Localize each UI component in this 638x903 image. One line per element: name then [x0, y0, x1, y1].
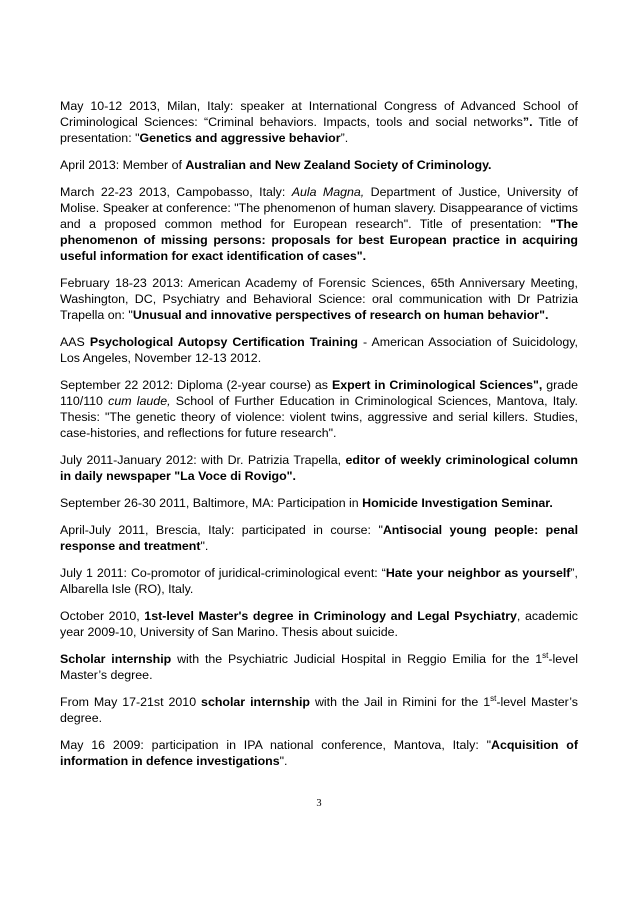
text-run: ".: [200, 539, 209, 553]
bold-text: Acquisition of information in defence investigations: [60, 738, 578, 768]
bold-text: Hate your neighbor as yourself: [385, 566, 571, 580]
bold-text: editor of weekly criminological column in daily newspaper "La Voce di Rovigo".: [60, 453, 578, 483]
italic-text: cum laude,: [108, 394, 171, 408]
cv-entry: [60, 737, 578, 769]
cv-entry: [60, 608, 578, 640]
text-run: October 2010,: [60, 609, 145, 623]
bold-text: Genetics and aggressive behavior: [139, 131, 341, 145]
page-number: 3: [316, 798, 322, 809]
cv-entry: [60, 184, 578, 264]
cv-entry: [60, 377, 578, 441]
bold-text: Homicide Investigation Seminar.: [362, 496, 553, 510]
text-run: From May 17-21st 2010: [60, 695, 202, 709]
cv-entry: [60, 275, 578, 323]
text-run: Department of Justice, University of Molise. Speaker at conference: "The phenomenon of human slavery. Disappearance of victims and a proposed common method for European research". Title of presentation:: [60, 185, 578, 231]
text-run: ".: [279, 754, 288, 768]
bold-text: Unusual and innovative perspectives of research on human behavior".: [132, 308, 549, 322]
text-run: , academic year 2009-10, University of San Marino. Thesis about suicide.: [60, 609, 579, 639]
text-run: September 22 2012: Diploma (2-year course) as: [60, 378, 332, 392]
text-run: -level Master’s degree.: [60, 652, 578, 682]
cv-entry: [60, 522, 578, 554]
cv-entry: [60, 651, 578, 683]
text-run: AAS: [60, 335, 90, 349]
text-run: April-July 2011, Brescia, Italy: participated in course: ": [60, 523, 383, 537]
bold-text: Scholar internship: [60, 652, 172, 666]
bold-text: Expert in Criminological Sciences",: [331, 378, 543, 392]
cv-entry: [60, 452, 578, 484]
text-run: with the Psychiatric Judicial Hospital in Reggio Emilia for the 1: [171, 652, 543, 666]
text-run: with the Jail in Rimini for the 1: [309, 695, 491, 709]
text-run: May 10-12 2013, Milan, Italy: speaker at International Congress of Advanced School of Criminological Sciences: “Criminal behaviors. Impacts, tools and social networks: [60, 99, 578, 129]
cv-entry: [60, 157, 578, 173]
bold-text: "The phenomenon of missing persons: proposals for best European practice in acquiring useful information for exact identification of cases".: [60, 217, 578, 263]
text-run: ”, Albarella Isle (RO), Italy.: [60, 566, 578, 596]
superscript-text: st: [542, 650, 549, 660]
cv-entry: [60, 495, 578, 511]
text-run: - American Association of Suicidology, Los Angeles, November 12-13 2012.: [60, 335, 578, 365]
text-run: September 26-30 2011, Baltimore, MA: Participation in: [60, 496, 363, 510]
italic-text: Aula Magna,: [291, 185, 365, 199]
text-run: March 22-23 2013, Campobasso, Italy:: [60, 185, 292, 199]
cv-entry: [60, 694, 578, 726]
bold-text: scholar internship: [201, 695, 310, 709]
text-run: Title of presentation: ": [60, 115, 578, 145]
text-run: grade 110/110: [60, 378, 578, 408]
cv-entry: [60, 98, 578, 146]
bold-text: 1st-level Master's degree in Criminology and Legal Psychiatry: [144, 609, 517, 623]
text-run: July 1 2011: Co-promotor of juridical-criminological event: “: [60, 566, 386, 580]
superscript-text: st: [490, 693, 497, 703]
bold-text: Australian and New Zealand Society of Criminology.: [185, 158, 492, 172]
cv-entries: [60, 98, 578, 780]
text-run: ”.: [340, 131, 349, 145]
cv-entry: [60, 565, 578, 597]
bold-text: Psychological Autopsy Certification Training: [89, 335, 358, 349]
bold-text: Antisocial young people: penal response and treatment: [60, 523, 579, 553]
bold-text: ”.: [522, 115, 533, 129]
text-run: July 2011-January 2012: with Dr. Patrizia Trapella,: [60, 453, 346, 467]
text-run: April 2013: Member of: [60, 158, 186, 172]
text-run: -level Master’s degree.: [60, 695, 578, 725]
text-run: School of Further Education in Criminological Sciences, Mantova, Italy. Thesis: "The genetic theory of violence: violent twins, aggressive and serial killers. Studies, case-histories, and reflections for future research".: [60, 394, 578, 440]
text-run: February 18-23 2013: American Academy of Forensic Sciences, 65th Anniversary Meeting, Washington, DC, Psychiatry and Behavioral Science: oral communication with Dr Patrizia Trapella on: ": [60, 276, 578, 322]
text-run: May 16 2009: participation in IPA national conference, Mantova, Italy: ": [60, 738, 491, 752]
cv-entry: [60, 334, 578, 366]
